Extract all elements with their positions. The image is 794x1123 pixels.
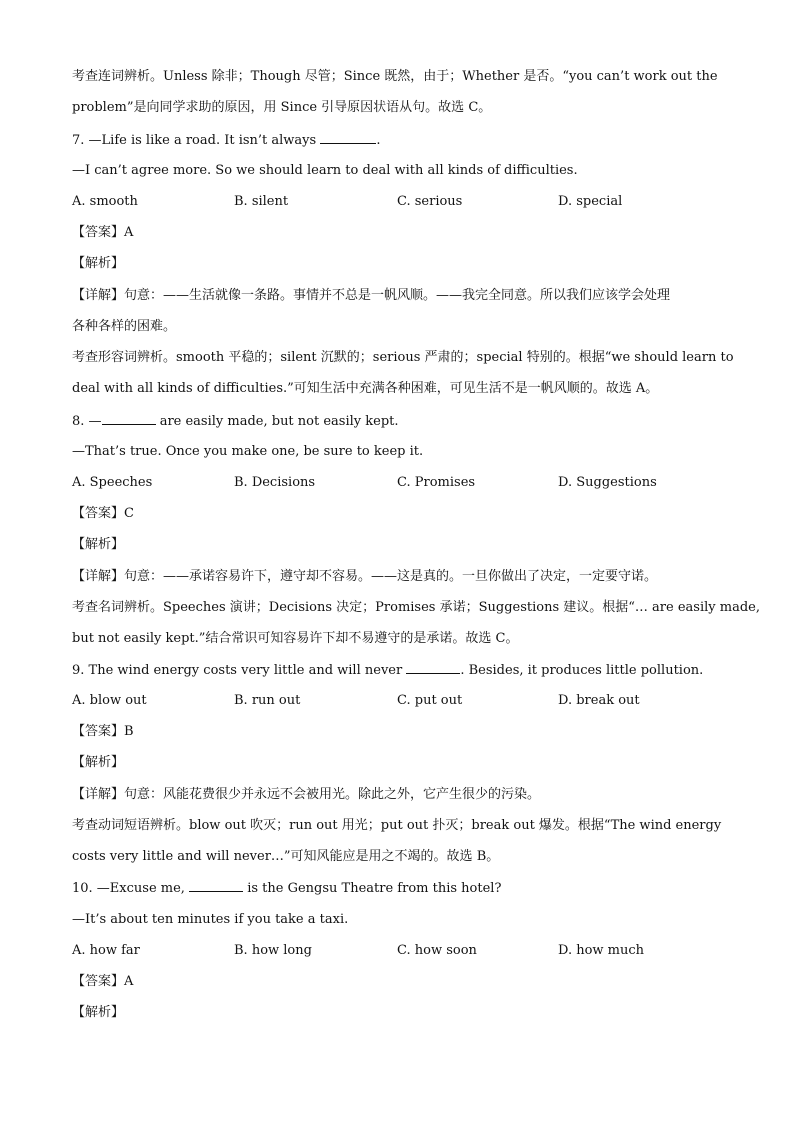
option-a: A. smooth (72, 194, 138, 209)
question-7-text: 7. —Life is like a road. It isn’t always (72, 133, 317, 148)
question-8-reply: —That’s true. Once you make one, be sure to keep it. (72, 444, 424, 459)
detail-line: 考查动词短语辨析。blow out 吹灭；run out 用光；put out 扑灭；break out 爆发。根据“The wind energy (72, 818, 722, 833)
detail-line: 考查形容词辨析。smooth 平稳的；silent 沉默的；serious 严肃的；special 特别的。根据“we should learn to (72, 350, 734, 365)
question-9 (72, 662, 703, 679)
detail-line: 【详解】句意：——生活就像一条路。事情并不总是一帆风顺。——我完全同意。所以我们应该学会处理 (72, 288, 671, 303)
answer-blank (189, 880, 243, 892)
analysis-heading: 【解析】 (72, 1005, 125, 1020)
question-9-end: . Besides, it produces little pollution. (460, 663, 704, 678)
answer-line: 【答案】B (72, 724, 134, 739)
analysis-heading: 【解析】 (72, 256, 125, 271)
question-10 (72, 880, 501, 897)
question-7-reply: —I can’t agree more. So we should learn to deal with all kinds of difficulties. (72, 163, 578, 178)
option-b: B. run out (234, 693, 301, 708)
explanation-line: 考查连词辨析。Unless 除非；Though 尽管；Since 既然，由于；Whether 是否。“you can’t work out the (72, 69, 718, 84)
option-c: C. serious (397, 194, 463, 209)
option-a: A. how far (72, 943, 140, 958)
question-7-end: . (376, 133, 381, 148)
option-d: D. Suggestions (558, 475, 657, 490)
question-10-text: 10. —Excuse me, (72, 881, 185, 896)
answer-line: 【答案】A (72, 974, 134, 989)
option-a: A. blow out (72, 693, 147, 708)
question-8 (72, 413, 399, 430)
question-10-reply: —It’s about ten minutes if you take a taxi. (72, 912, 349, 927)
option-d: D. special (558, 194, 623, 209)
detail-line: costs very little and will never…”可知风能应是用之不竭的。故选 B。 (72, 849, 500, 864)
detail-line: 【详解】句意：风能花费很少并永远不会被用光。除此之外，它产生很少的污染。 (72, 787, 541, 802)
option-c: C. Promises (397, 475, 476, 490)
analysis-heading: 【解析】 (72, 537, 125, 552)
answer-blank (102, 413, 156, 425)
question-8-end: are easily made, but not easily kept. (159, 414, 399, 429)
answer-blank (320, 132, 376, 144)
detail-line: 考查名词辨析。Speeches 演讲；Decisions 决定；Promises 承诺；Suggestions 建议。根据“… are easily made, (72, 600, 760, 615)
detail-line: 各种各样的困难。 (72, 319, 177, 334)
detail-line: but not easily kept.”结合常识可知容易许下却不易遵守的是承诺。故选 C。 (72, 631, 519, 646)
option-b: B. silent (234, 194, 289, 209)
option-d: D. break out (558, 693, 640, 708)
answer-line: 【答案】C (72, 506, 134, 521)
explanation-line: problem”是向同学求助的原因，用 Since 引导原因状语从句。故选 C。 (72, 100, 492, 115)
option-b: B. how long (234, 943, 312, 958)
answer-blank (406, 662, 460, 674)
detail-line: deal with all kinds of difficulties.”可知生活中充满各种困难，可见生活不是一帆风顺的。故选 A。 (72, 381, 659, 396)
question-10-end: is the Gengsu Theatre from this hotel? (247, 881, 502, 896)
option-b: B. Decisions (234, 475, 316, 490)
option-c: C. how soon (397, 943, 477, 958)
detail-line: 【详解】句意：——承诺容易许下，遵守却不容易。——这是真的。一旦你做出了决定，一定要守诺。 (72, 569, 658, 584)
question-7 (72, 132, 380, 149)
option-d: D. how much (558, 943, 645, 958)
answer-line: 【答案】A (72, 225, 134, 240)
option-a: A. Speeches (72, 475, 153, 490)
option-c: C. put out (397, 693, 463, 708)
question-8-text: 8. — (72, 414, 102, 429)
analysis-heading: 【解析】 (72, 755, 125, 770)
question-9-text: 9. The wind energy costs very little and will never (72, 663, 403, 678)
